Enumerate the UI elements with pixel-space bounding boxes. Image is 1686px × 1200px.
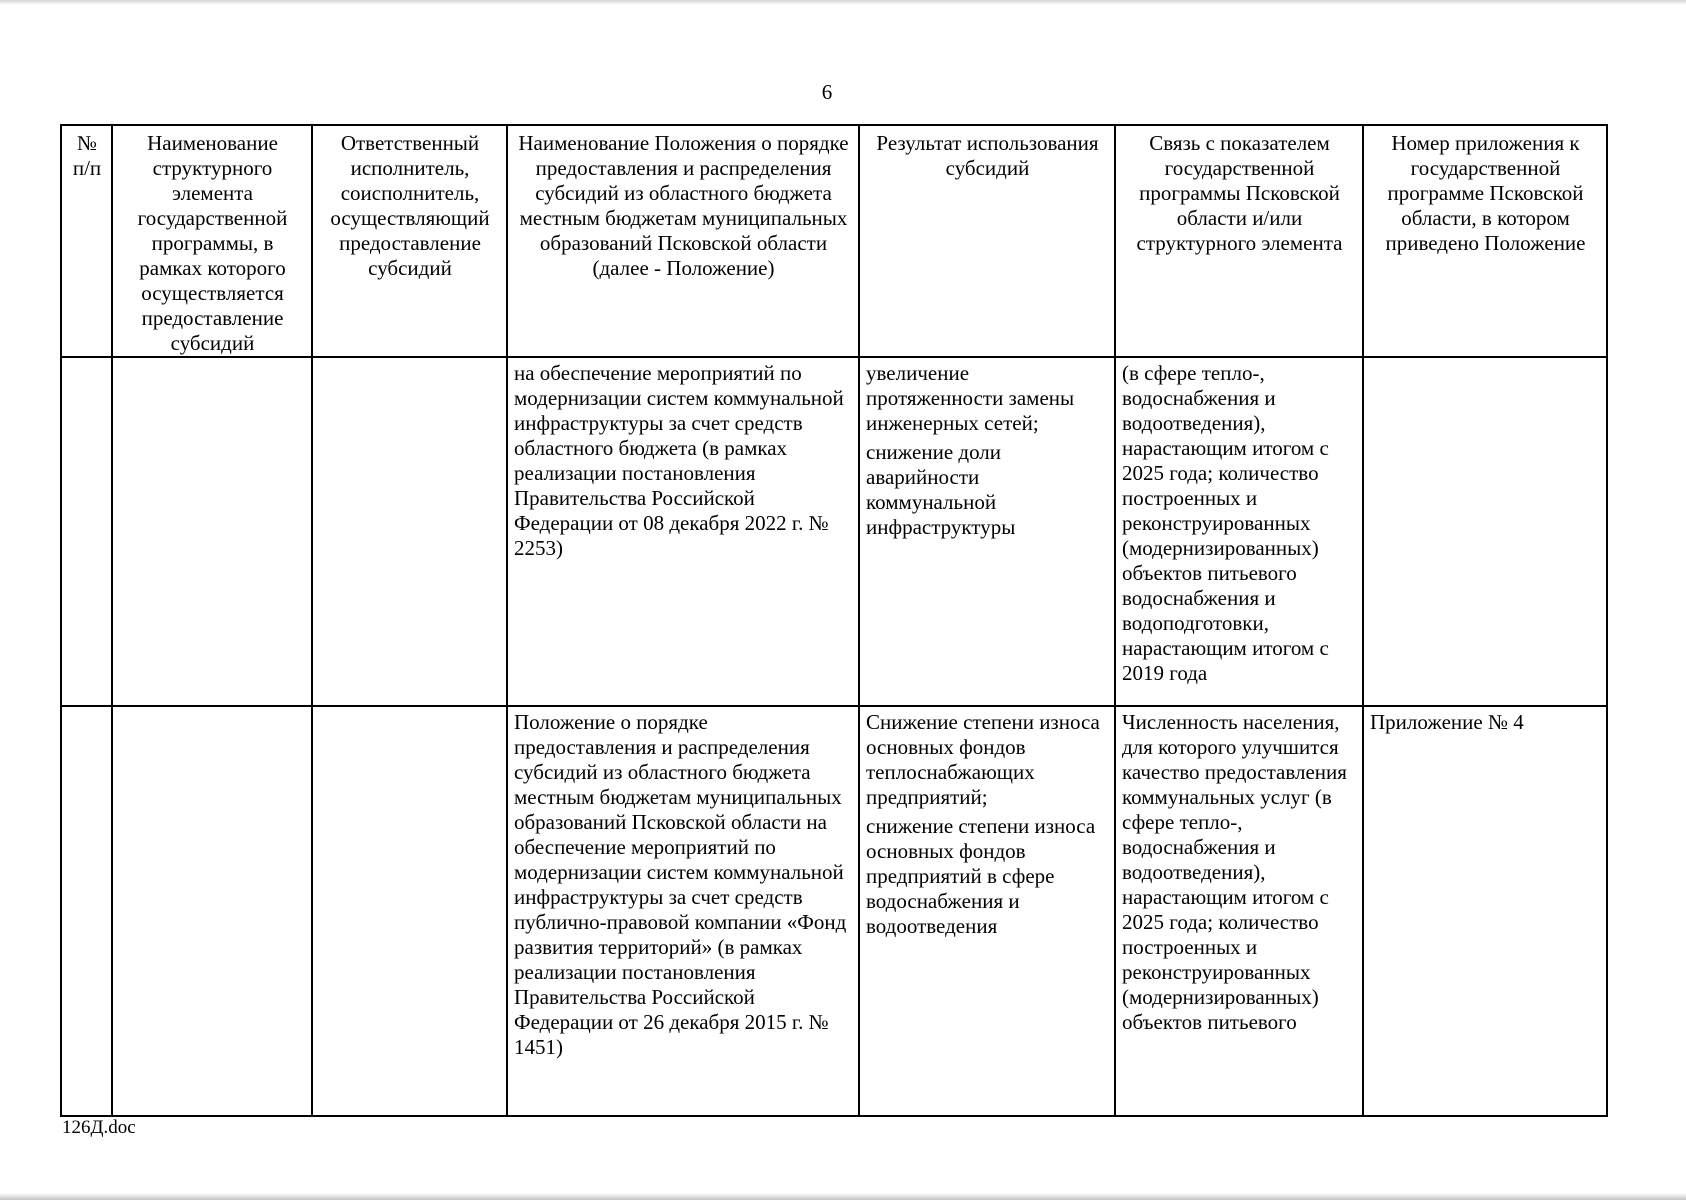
footer-filename: 126Д.doc — [62, 1117, 136, 1138]
cell-executor — [312, 706, 507, 1116]
cell-result — [859, 357, 1115, 706]
cell-regulation: Положение о порядке предоставления и распределения субсидий из областного бюджета местным бюджетам муниципальных образований Псковской области на обеспечение мероприятий по модернизации систем коммунальной инфраструктуры за счет средств публично-правовой компании «Фонд развития территорий» (в рамках реализации постановления Правительства Российской Федерации от 26 декабря 2015 г. № 1451) — [507, 706, 859, 1116]
result-paragraph: снижение степени износа основных фондов предприятий в сфере водоснабжения и водоотведения — [866, 814, 1096, 938]
cell-appendix: Приложение № 4 — [1363, 706, 1607, 1116]
cell-number — [61, 357, 112, 706]
result-paragraph: снижение доли аварийности коммунальной инфраструктуры — [866, 440, 1016, 539]
header-regulation: Наименование Положения о порядке предоставления и распределения субсидий из областного бюджета местным бюджетам муниципальных образований Псковской области (далее - Положение) — [507, 125, 859, 357]
cell-indicator: Численность населения, для которого улучшится качество предоставления коммунальных услуг (в сфере тепло-, водоснабжения и водоотведения), нарастающим итогом с 2025 года; количество построенных и реконструированных (модернизированных) объектов питьевого — [1115, 706, 1363, 1116]
scan-edge-top — [0, 0, 1686, 5]
table-row — [61, 706, 1607, 1116]
cell-regulation: на обеспечение мероприятий по модернизации систем коммунальной инфраструктуры за счет средств областного бюджета (в рамках реализации постановления Правительства Российской Федерации от 08 декабря 2022 г. № 2253) — [507, 357, 859, 706]
cell-indicator: (в сфере тепло-, водоснабжения и водоотведения), нарастающим итогом с 2025 года; количество построенных и реконструированных (модернизированных) объектов питьевого водоснабжения и водоподготовки, нарастающим итогом с 2019 года — [1115, 357, 1363, 706]
cell-structural-element — [112, 706, 312, 1116]
table-header-row — [61, 125, 1607, 357]
header-structural-element: Наименование структурного элемента государственной программы, в рамках которого осуществляется предоставление субсидий — [112, 125, 312, 357]
cell-structural-element — [112, 357, 312, 706]
result-paragraph: Снижение степени износа основных фондов теплоснабжающих предприятий; — [866, 710, 1100, 809]
cell-appendix — [1363, 357, 1607, 706]
scan-edge-bottom — [0, 1193, 1686, 1200]
table-row — [61, 357, 1607, 706]
header-number: № п/п — [61, 125, 112, 357]
header-result: Результат использования субсидий — [859, 125, 1115, 357]
result-paragraph: увеличение протяженности замены инженерных сетей; — [866, 361, 1075, 435]
page-number: 6 — [821, 80, 833, 104]
header-executor: Ответственный исполнитель, соисполнитель, осуществляющий предоставление субсидий — [312, 125, 507, 357]
cell-executor — [312, 357, 507, 706]
cell-number — [61, 706, 112, 1116]
subsidy-table — [60, 124, 1608, 1117]
cell-result — [859, 706, 1115, 1116]
header-indicator: Связь с показателем государственной программы Псковской области и/или структурного элемента — [1115, 125, 1363, 357]
header-appendix: Номер приложения к государственной программе Псковской области, в котором приведено Положение — [1363, 125, 1607, 357]
